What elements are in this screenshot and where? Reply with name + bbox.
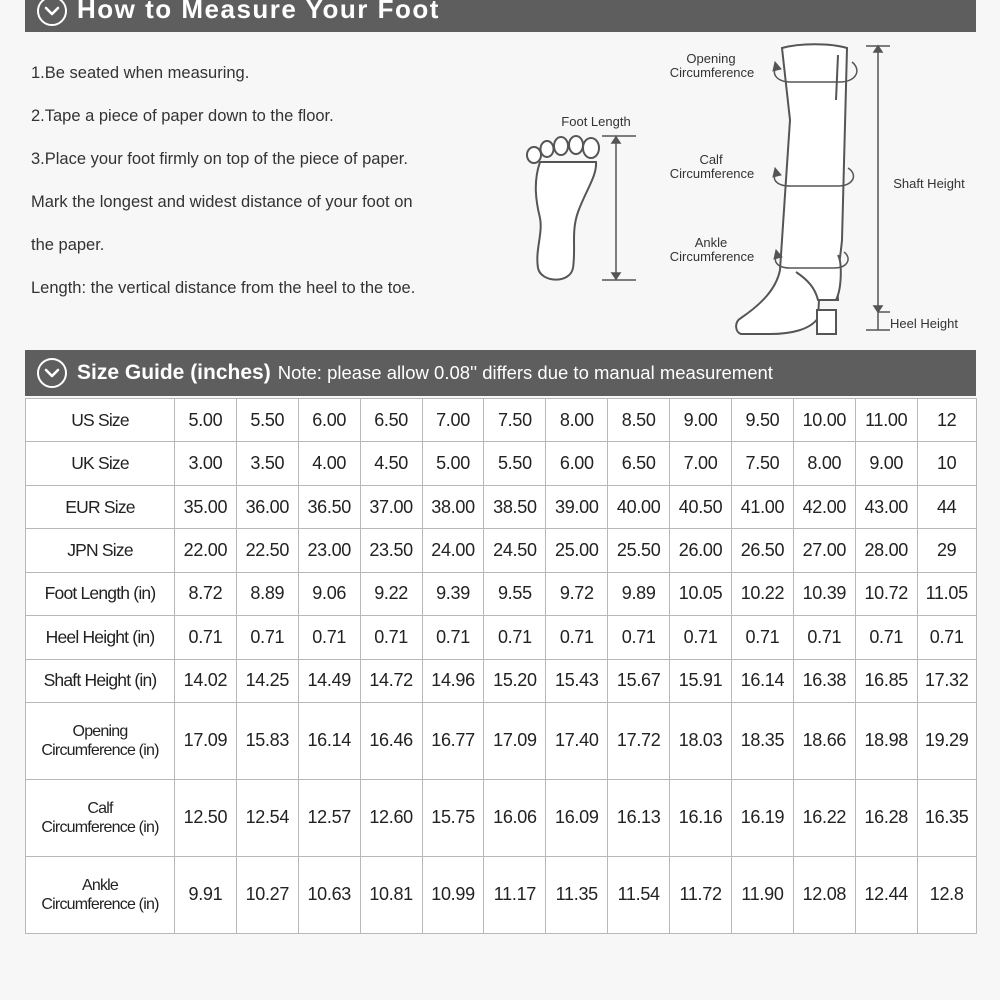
row-label [26, 485, 175, 528]
table-cell: 9.50 [732, 399, 794, 442]
table-cell: 16.14 [298, 702, 360, 779]
table-cell: 26.50 [732, 529, 794, 572]
table-cell: 7.50 [484, 399, 546, 442]
table-cell: 18.03 [670, 702, 732, 779]
row-label [26, 399, 175, 442]
row-label-text: EUR Size [65, 496, 135, 517]
table-cell: 16.16 [670, 779, 732, 856]
table-cell: 0.71 [608, 616, 670, 659]
table-cell: 16.77 [422, 702, 484, 779]
table-cell: 38.00 [422, 485, 484, 528]
table-cell: 22.00 [175, 529, 237, 572]
table-cell: 17.09 [484, 702, 546, 779]
table-cell: 11.00 [855, 399, 917, 442]
table-row [26, 399, 977, 442]
table-cell: 11.54 [608, 856, 670, 933]
table-cell: 15.67 [608, 659, 670, 702]
table-cell: 23.50 [360, 529, 422, 572]
table-cell: 39.00 [546, 485, 608, 528]
table-row [26, 485, 977, 528]
table-cell: 16.13 [608, 779, 670, 856]
table-row [26, 442, 977, 485]
table-cell: 26.00 [670, 529, 732, 572]
instruction-step: Mark the longest and widest distance of your foot on [31, 193, 413, 211]
table-cell: 44 [917, 485, 976, 528]
table-cell: 9.55 [484, 572, 546, 615]
table-cell: 16.14 [732, 659, 794, 702]
row-label-text: JPN Size [67, 539, 133, 560]
table-cell: 9.22 [360, 572, 422, 615]
table-cell: 10.22 [732, 572, 794, 615]
table-cell: 0.71 [236, 616, 298, 659]
row-label [26, 572, 175, 615]
row-label-text: US Size [71, 409, 129, 430]
table-cell: 17.32 [917, 659, 976, 702]
row-label [26, 529, 175, 572]
table-cell: 9.39 [422, 572, 484, 615]
table-cell: 28.00 [855, 529, 917, 572]
table-cell: 10 [917, 442, 976, 485]
table-cell: 16.46 [360, 702, 422, 779]
table-cell: 0.71 [855, 616, 917, 659]
table-cell: 36.50 [298, 485, 360, 528]
table-cell: 43.00 [855, 485, 917, 528]
table-row [26, 659, 977, 702]
label-ankle: Ankle [694, 235, 728, 250]
table-cell: 7.00 [670, 442, 732, 485]
table-cell: 16.38 [793, 659, 855, 702]
table-cell: 11.17 [484, 856, 546, 933]
table-cell: 0.71 [670, 616, 732, 659]
table-cell: 18.98 [855, 702, 917, 779]
table-cell: 16.09 [546, 779, 608, 856]
table-cell: 15.43 [546, 659, 608, 702]
table-cell: 16.28 [855, 779, 917, 856]
table-cell: 12.8 [917, 856, 976, 933]
table-cell: 16.22 [793, 779, 855, 856]
row-label-text: Heel Height (in) [45, 626, 155, 647]
instruction-step: 3.Place your foot firmly on top of the piece of paper. [31, 150, 408, 168]
table-cell: 12 [917, 399, 976, 442]
table-cell: 14.72 [360, 659, 422, 702]
label-shaft-height: Shaft Height [893, 176, 965, 191]
table-cell: 0.71 [917, 616, 976, 659]
table-cell: 0.71 [360, 616, 422, 659]
label-ankle-circumference: Circumference [669, 249, 755, 264]
table-cell: 5.50 [484, 442, 546, 485]
table-cell: 24.50 [484, 529, 546, 572]
table-cell: 40.00 [608, 485, 670, 528]
table-cell: 4.00 [298, 442, 360, 485]
table-cell: 8.89 [236, 572, 298, 615]
row-label [26, 616, 175, 659]
table-cell: 9.91 [175, 856, 237, 933]
table-cell: 37.00 [360, 485, 422, 528]
table-row [26, 572, 977, 615]
table-cell: 10.00 [793, 399, 855, 442]
table-cell: 11.72 [670, 856, 732, 933]
boot-illustration [736, 44, 847, 334]
table-cell: 12.44 [855, 856, 917, 933]
table-cell: 40.50 [670, 485, 732, 528]
table-cell: 9.89 [608, 572, 670, 615]
foot-illustration [527, 136, 599, 280]
table-cell: 10.27 [236, 856, 298, 933]
table-cell: 3.50 [236, 442, 298, 485]
table-cell: 11.05 [917, 572, 976, 615]
table-cell: 5.00 [422, 442, 484, 485]
table-cell: 29 [917, 529, 976, 572]
size-guide-header [25, 350, 976, 396]
table-cell: 18.66 [793, 702, 855, 779]
table-cell: 15.83 [236, 702, 298, 779]
row-label-text: Shaft Height (in) [43, 670, 157, 691]
table-cell: 8.00 [793, 442, 855, 485]
table-cell: 9.00 [670, 399, 732, 442]
table-cell: 6.50 [608, 442, 670, 485]
table-cell: 4.50 [360, 442, 422, 485]
table-row [26, 779, 977, 856]
table-cell: 14.25 [236, 659, 298, 702]
table-cell: 12.08 [793, 856, 855, 933]
table-cell: 17.40 [546, 702, 608, 779]
row-label-text: Ankle [81, 876, 119, 894]
label-opening: Opening [686, 51, 736, 66]
table-cell: 18.35 [732, 702, 794, 779]
table-cell: 8.72 [175, 572, 237, 615]
table-cell: 10.39 [793, 572, 855, 615]
table-cell: 10.72 [855, 572, 917, 615]
row-label-text: Foot Length (in) [44, 583, 156, 604]
table-cell: 7.50 [732, 442, 794, 485]
table-cell: 12.60 [360, 779, 422, 856]
size-guide-note: Note: please allow 0.08'' differs due to manual measurement [277, 362, 773, 383]
label-opening-circumference: Circumference [669, 65, 755, 80]
table-cell: 16.19 [732, 779, 794, 856]
table-row [26, 856, 977, 933]
table-cell: 36.00 [236, 485, 298, 528]
table-cell: 22.50 [236, 529, 298, 572]
table-cell: 0.71 [793, 616, 855, 659]
table-cell: 10.63 [298, 856, 360, 933]
table-cell: 7.00 [422, 399, 484, 442]
size-table [25, 398, 977, 934]
table-cell: 17.09 [175, 702, 237, 779]
table-cell: 0.71 [732, 616, 794, 659]
table-cell: 0.71 [298, 616, 360, 659]
table-cell: 10.99 [422, 856, 484, 933]
table-cell: 24.00 [422, 529, 484, 572]
row-label-text: Opening [72, 722, 128, 740]
table-cell: 15.91 [670, 659, 732, 702]
table-cell: 23.00 [298, 529, 360, 572]
table-cell: 17.72 [608, 702, 670, 779]
table-cell: 9.06 [298, 572, 360, 615]
table-cell: 15.20 [484, 659, 546, 702]
table-cell: 12.50 [175, 779, 237, 856]
table-cell: 11.35 [546, 856, 608, 933]
table-cell: 6.00 [298, 399, 360, 442]
row-label [26, 702, 175, 779]
table-cell: 0.71 [422, 616, 484, 659]
instruction-step: Length: the vertical distance from the heel to the toe. [31, 279, 416, 297]
table-cell: 16.85 [855, 659, 917, 702]
label-foot-length: Foot Length [561, 114, 631, 129]
table-row [26, 529, 977, 572]
table-cell: 12.54 [236, 779, 298, 856]
row-label-text: Circumference (in) [41, 818, 159, 836]
table-cell: 27.00 [793, 529, 855, 572]
table-cell: 25.50 [608, 529, 670, 572]
table-cell: 9.00 [855, 442, 917, 485]
table-cell: 11.90 [732, 856, 794, 933]
label-heel-height: Heel Height [890, 316, 958, 331]
label-calf: Calf [699, 152, 723, 167]
table-cell: 42.00 [793, 485, 855, 528]
table-cell: 25.00 [546, 529, 608, 572]
table-cell: 16.06 [484, 779, 546, 856]
row-label-text: UK Size [71, 453, 129, 474]
row-label [26, 856, 175, 933]
table-cell: 14.96 [422, 659, 484, 702]
instruction-step: 1.Be seated when measuring. [31, 64, 250, 82]
row-label-text: Circumference (in) [41, 895, 159, 913]
row-label [26, 442, 175, 485]
table-cell: 14.02 [175, 659, 237, 702]
table-cell: 0.71 [484, 616, 546, 659]
table-cell: 6.00 [546, 442, 608, 485]
table-cell: 3.00 [175, 442, 237, 485]
table-cell: 16.35 [917, 779, 976, 856]
table-cell: 10.81 [360, 856, 422, 933]
measurement-diagram [0, 0, 1000, 345]
label-calf-circumference: Circumference [669, 166, 755, 181]
table-cell: 15.75 [422, 779, 484, 856]
table-cell: 8.00 [546, 399, 608, 442]
table-cell: 0.71 [175, 616, 237, 659]
chevron-down-icon [37, 358, 67, 388]
table-cell: 41.00 [732, 485, 794, 528]
row-label-text: Calf [87, 799, 113, 817]
table-cell: 14.49 [298, 659, 360, 702]
table-row [26, 702, 977, 779]
row-label [26, 779, 175, 856]
table-cell: 19.29 [917, 702, 976, 779]
row-label-text: Circumference (in) [41, 741, 159, 759]
table-cell: 12.57 [298, 779, 360, 856]
row-label [26, 659, 175, 702]
table-cell: 5.00 [175, 399, 237, 442]
table-row [26, 616, 977, 659]
table-cell: 35.00 [175, 485, 237, 528]
table-cell: 5.50 [236, 399, 298, 442]
size-guide-title: Size Guide (inches) [77, 361, 271, 384]
table-cell: 9.72 [546, 572, 608, 615]
table-cell: 0.71 [546, 616, 608, 659]
table-cell: 8.50 [608, 399, 670, 442]
instruction-step: 2.Tape a piece of paper down to the floor. [31, 107, 334, 125]
measure-header-title: How to Measure Your Foot [77, 0, 440, 24]
table-cell: 38.50 [484, 485, 546, 528]
table-cell: 10.05 [670, 572, 732, 615]
instruction-step: the paper. [31, 236, 105, 254]
table-cell: 6.50 [360, 399, 422, 442]
